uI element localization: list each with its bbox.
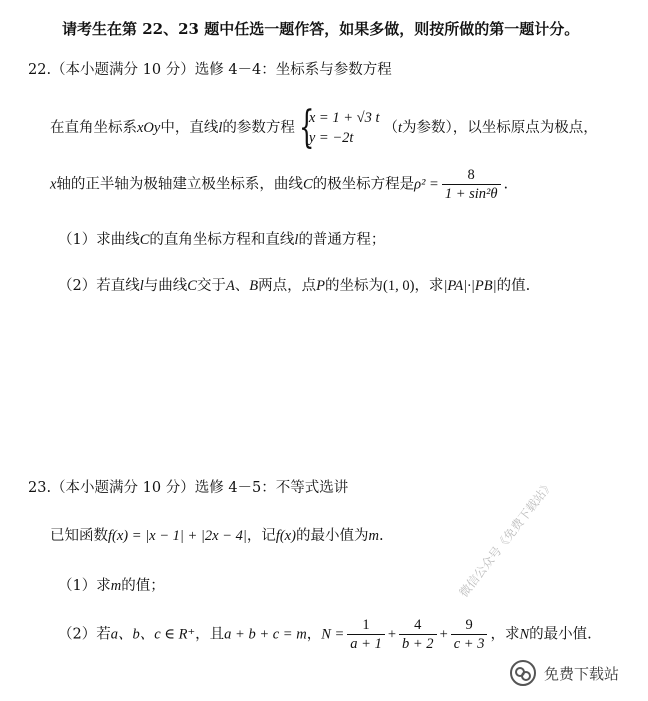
math-coord: (1, 0) (383, 278, 415, 294)
math-m: m (110, 578, 122, 594)
q23-sub2 (58, 616, 592, 653)
instruction: 请考生在第 22、23 题中任选一题作答，如果多做，则按所做的第一题计分。 (62, 20, 580, 38)
text: 的值； (121, 578, 165, 594)
text: （1）求曲线 (58, 232, 140, 248)
math-P: P (316, 278, 326, 294)
text: 轴的正半轴为极轴建立极坐标系，曲线 (56, 176, 303, 193)
text: 的坐标为 (325, 278, 384, 294)
text: 的最小值为 (295, 528, 369, 544)
math-C: C (187, 278, 197, 294)
math-A: A (225, 278, 235, 294)
equation-y: y = −2t (308, 130, 354, 146)
fraction-2 (399, 616, 437, 653)
math-C: C (139, 232, 150, 248)
math-l: l (218, 120, 223, 136)
q23-header: 23.（本小题满分 10 分）选修 4－5：不等式选讲 (28, 480, 349, 496)
fraction-numerator: 4 (399, 616, 437, 635)
math-function: f(x) = |x − 1| + |2x − 4| (108, 528, 247, 544)
math-l: l (139, 278, 144, 294)
q22-para2 (50, 166, 508, 203)
math-l: l (294, 232, 299, 248)
math-x: x (50, 176, 57, 193)
plus: + (439, 626, 448, 643)
text: 两点，点 (258, 278, 317, 294)
equation-system (298, 102, 380, 153)
text: （1）求 (58, 578, 111, 594)
text: . (378, 528, 384, 544)
math-abc: a、b、c ∈ R⁺ (110, 626, 196, 643)
text: （2）若 (58, 626, 111, 643)
math-xoy: xOy (137, 120, 161, 136)
fraction-numerator: 8 (442, 166, 501, 185)
text: 为参数），以坐标原点为极点， (402, 120, 598, 136)
q22-sub2 (58, 274, 530, 295)
text: ，求 (414, 278, 444, 294)
math-product: |PA|·|PB| (443, 278, 497, 294)
wechat-icon (510, 660, 536, 686)
fraction-denominator: a + 1 (350, 636, 382, 652)
text: ，求 (490, 626, 520, 643)
watermark-brand (510, 660, 619, 686)
text: 与曲线 (143, 278, 188, 294)
math-fx: f(x) (275, 528, 296, 544)
math-N: N = (321, 626, 345, 643)
text: 中，直线 (160, 120, 219, 136)
brace: { (298, 102, 315, 153)
text: 交于 (196, 278, 226, 294)
fraction-1 (347, 616, 385, 653)
math-N: N (519, 626, 530, 643)
q22-header: 22.（本小题满分 10 分）选修 4－4：坐标系与参数方程 (28, 62, 392, 78)
math-t: t (398, 120, 403, 136)
math-m: m (368, 528, 379, 544)
fraction (442, 166, 501, 203)
equation-x: x = 1 + √3 t (308, 110, 380, 126)
math-rho: ρ² = (414, 176, 439, 193)
text: （ (383, 120, 398, 136)
text: 的直角坐标方程和直线 (149, 232, 295, 248)
text: 、 (234, 278, 250, 294)
text: 已知函数 (50, 528, 108, 544)
fraction-denominator: 1 + sin²θ (444, 186, 498, 202)
text: （2）若直线 (58, 278, 140, 294)
fraction-numerator: 9 (451, 616, 488, 635)
watermark-diagonal: 微信公众号《免费下载站》 (456, 477, 557, 600)
math-C: C (302, 176, 313, 193)
math-sum: a + b + c = m (224, 626, 307, 643)
text: ， (306, 626, 322, 643)
fraction-3 (451, 616, 488, 653)
fraction-denominator: c + 3 (453, 636, 485, 652)
fraction-denominator: b + 2 (402, 636, 434, 652)
watermark-brand-text: 免费下载站 (544, 664, 620, 683)
text: 的最小值. (529, 626, 592, 643)
text: 的值. (496, 278, 531, 294)
q22-sub1 (58, 228, 385, 249)
text: 在直角坐标系 (50, 120, 137, 136)
math-B: B (249, 278, 259, 294)
q22-para1 (50, 102, 598, 153)
text: 的极坐标方程是 (312, 176, 415, 193)
q23-para1 (50, 524, 384, 545)
text: . (503, 176, 509, 193)
q23-sub1 (58, 574, 165, 595)
text: ，记 (246, 528, 276, 544)
text: 的普通方程； (298, 232, 386, 248)
plus: + (387, 626, 397, 643)
text: ，且 (195, 626, 225, 643)
text: 的参数方程 (222, 120, 295, 136)
fraction-numerator: 1 (347, 616, 385, 635)
